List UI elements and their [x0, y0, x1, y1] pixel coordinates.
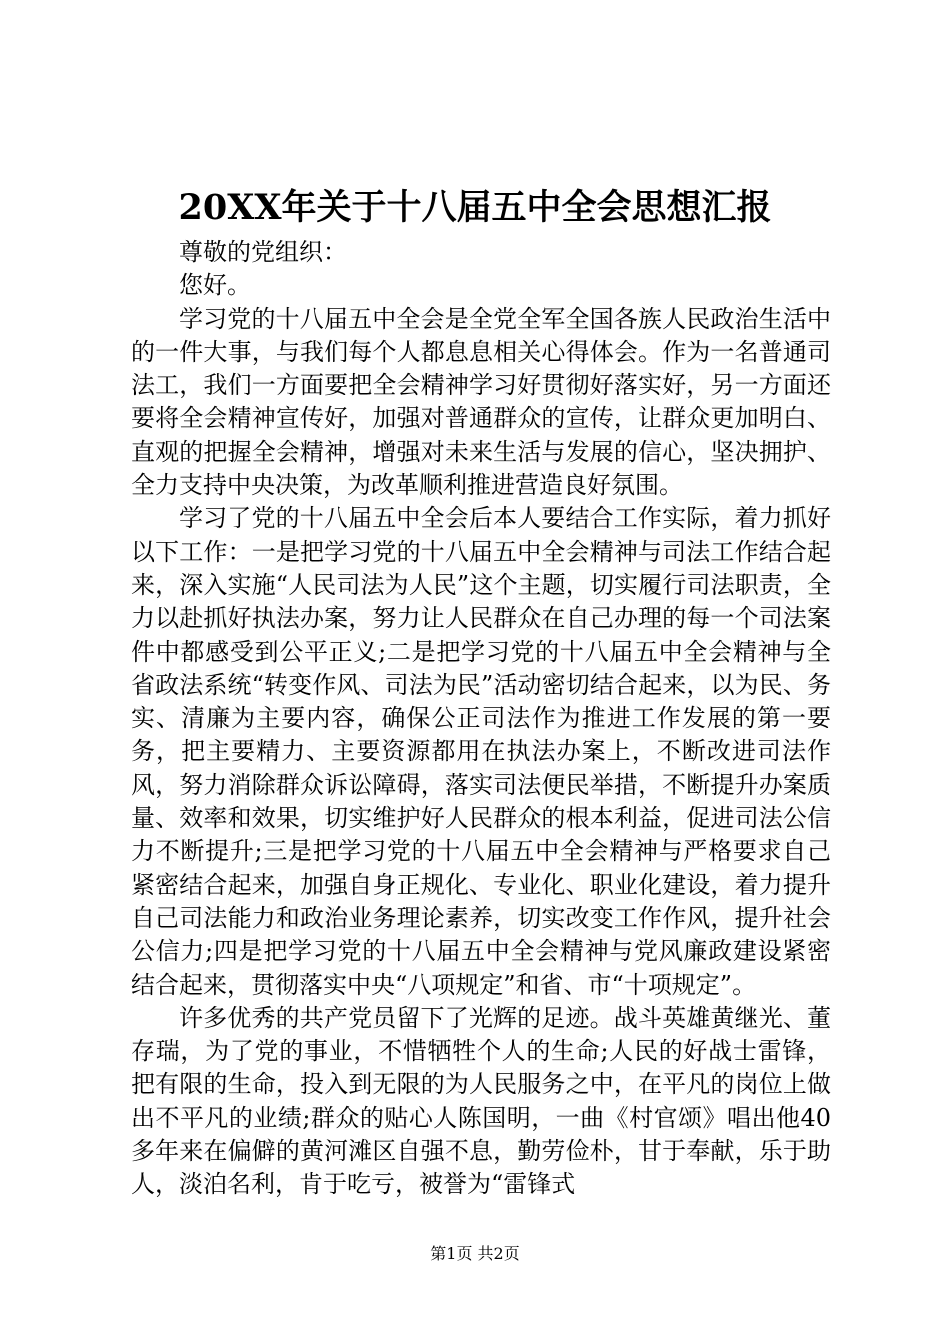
- page-number: 第1页 共2页: [430, 1244, 520, 1263]
- greeting: 您好。: [179, 271, 251, 300]
- document-body: [131, 236, 831, 1202]
- paragraph: 许多优秀的共产党员留下了光辉的足迹。战斗英雄黄继光、董存瑞，为了党的事业，不惜牺牲个人的生命;人民的好战士雷锋，把有限的生命，投入到无限的为人民服务之中，在平凡的岗位上做出不平凡的业绩;群众的贴心人陈国明，一曲《村官颂》唱出他40多年来在偏僻的黄河滩区自强不息，勤劳俭朴，甘于奉献，乐于助人，淡泊名利，肯于吃亏，被誉为“雷锋式: [131, 1003, 831, 1199]
- document-title: 20XX年关于十八届五中全会思想汇报: [178, 187, 772, 228]
- paragraph: 学习了党的十八届五中全会后本人要结合工作实际，着力抓好以下工作：一是把学习党的十八届五中全会精神与司法工作结合起来，深入实施“人民司法为人民”这个主题，切实履行司法职责，全力以赴抓好执法办案，努力让人民群众在自己办理的每一个司法案件中都感受到公平正义;二是把学习党的十八届五中全会精神与全省政法系统“转变作风、司法为民”活动密切结合起来，以为民、务实、清廉为主要内容，确保公正司法作为推进工作发展的第一要务，把主要精力、主要资源都用在执法办案上，不断改进司法作风，努力消除群众诉讼障碍，落实司法便民举措，不断提升办案质量、效率和效果，切实维护好人民群众的根本利益，促进司法公信力不断提升;三是把学习党的十八届五中全会精神与严格要求自己紧密结合起来，加强自身正规化、专业化、职业化建设，着力提升自己司法能力和政治业务理论素养，切实改变工作作风，提升社会公信力;四是把学习党的十八届五中全会精神与党风廉政建设紧密结合起来，贯彻落实中央“八项规定”和省、市“十项规定”。: [131, 504, 831, 999]
- paragraph: 学习党的十八届五中全会是全党全军全国各族人民政治生活中的一件大事，与我们每个人都息息相关心得体会。作为一名普通司法工，我们一方面要把全会精神学习好贯彻好落实好，另一方面还要将全会精神宣传好，加强对普通群众的宣传，让群众更加明白、直观的把握全会精神，增强对未来生活与发展的信心，坚决拥护、全力支持中央决策，为改革顺利推进营造良好氛围。: [131, 304, 831, 500]
- salutation: 尊敬的党组织：: [179, 238, 347, 266]
